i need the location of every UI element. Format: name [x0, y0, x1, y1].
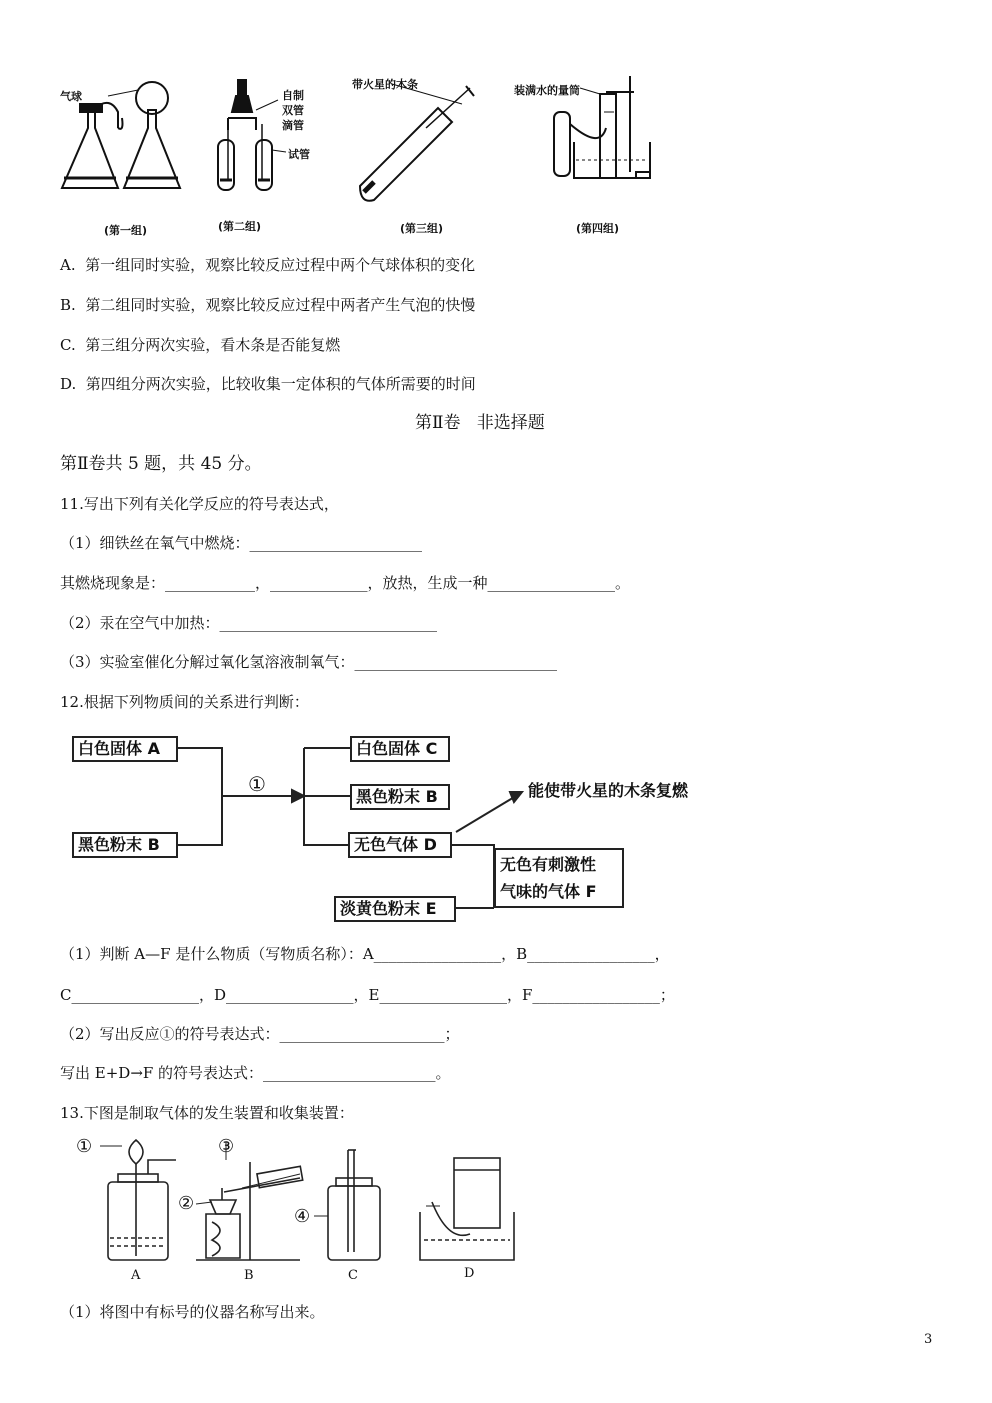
dropper-label-line-3: 滴管: [282, 119, 304, 132]
section-title: 第Ⅱ卷 非选择题: [415, 413, 545, 433]
q12-stem: 12.根据下列物质间的关系进行判断：: [60, 693, 309, 711]
q12-part-1-cont: C_________________，D_________________，E_________________，F_________________；: [60, 986, 675, 1004]
reaction-mark-1: ①: [248, 772, 266, 796]
stick-label: 带火星的木条: [352, 78, 418, 91]
caption-group-3: (第三组): [400, 222, 444, 235]
box-black-powder-b-right: 黑色粉末 B: [350, 784, 450, 810]
dropper-label-line-2: 双管: [282, 104, 304, 117]
cylinder-label: 装满水的量筒: [514, 84, 580, 97]
option-c: C. 第三组分两次实验，看木条是否能复燃: [60, 336, 341, 354]
section-note: 第Ⅱ卷共 5 题，共 45 分。: [60, 454, 262, 474]
apparatus-caption-d: D: [464, 1266, 475, 1281]
arrowhead-reaction: [292, 790, 304, 802]
tube-label: 试管: [288, 148, 310, 161]
q13-part-1: （1）将图中有标号的仪器名称写出来。: [60, 1303, 325, 1321]
q13-stem: 13.下图是制取气体的发生装置和收集装置：: [60, 1104, 354, 1122]
box-white-solid-c: 白色固体 C: [350, 736, 450, 762]
q13-apparatus-diagram: [0, 1130, 992, 1290]
apparatus-caption-a: A: [131, 1268, 141, 1283]
q11-part-2: （2）汞在空气中加热：_____________________________: [60, 614, 438, 632]
option-b: B. 第二组同时实验，观察比较反应过程中两者产生气泡的快慢: [60, 296, 476, 314]
apparatus-mark-1: ①: [76, 1136, 93, 1157]
caption-group-1: (第一组): [104, 224, 148, 237]
arrow-to-text: [456, 796, 516, 832]
page-number: 3: [924, 1332, 933, 1347]
dropper-label: [282, 88, 304, 133]
apparatus-mark-2: ②: [178, 1193, 195, 1214]
q12-part-1: （1）判断 A—F 是什么物质（写物质名称）：A_________________，B_________________，: [60, 945, 670, 963]
box-white-solid-a: 白色固体 A: [72, 736, 178, 762]
box-pale-yellow-powder-e: 淡黄色粉末 E: [334, 896, 456, 922]
q11-part-3: （3）实验室催化分解过氧化氢溶液制氧气：___________________________: [60, 653, 558, 671]
relight-splint-text: 能使带火星的木条复燃: [528, 781, 689, 800]
box-black-powder-b-left: 黑色粉末 B: [72, 832, 178, 858]
apparatus-caption-c: C: [348, 1268, 358, 1283]
caption-group-2: (第二组): [218, 220, 262, 233]
box-f-line-1: 无色有刺激性: [500, 855, 597, 874]
connector-a: [178, 748, 222, 845]
box-colorless-gas-d: 无色气体 D: [348, 832, 452, 858]
q12-part-2: （2）写出反应①的符号表达式：______________________；: [60, 1025, 460, 1043]
apparatus-mark-4: ④: [294, 1206, 311, 1227]
apparatus-caption-b: B: [244, 1268, 254, 1283]
arrowhead-text: [510, 792, 522, 802]
q12-part-2-cont: 写出 E+D→F 的符号表达式：_______________________。: [60, 1064, 451, 1082]
option-d: D. 第四组分两次实验，比较收集一定体积的气体所需要的时间: [60, 375, 476, 393]
connector-products: [304, 748, 350, 845]
box-pungent-gas-f: [494, 848, 624, 908]
figure-experiment-groups: [0, 0, 992, 240]
dropper-label-line-1: 自制: [282, 89, 304, 102]
caption-group-4: (第四组): [576, 222, 620, 235]
connector-d-f: [452, 845, 494, 908]
box-f-line-2: 气味的气体 F: [500, 882, 597, 901]
option-a: A. 第一组同时实验，观察比较反应过程中两个气球体积的变化: [60, 256, 476, 274]
q11-part-1-phenomena: 其燃烧现象是：____________，_____________，放热，生成一种_________________。: [60, 574, 631, 592]
q11-part-1: （1）细铁丝在氧气中燃烧：_______________________: [60, 534, 423, 552]
q11-stem: 11.写出下列有关化学反应的符号表达式，: [60, 495, 339, 513]
apparatus-mark-3: ③: [218, 1136, 235, 1157]
balloon-label: 气球: [60, 90, 82, 103]
